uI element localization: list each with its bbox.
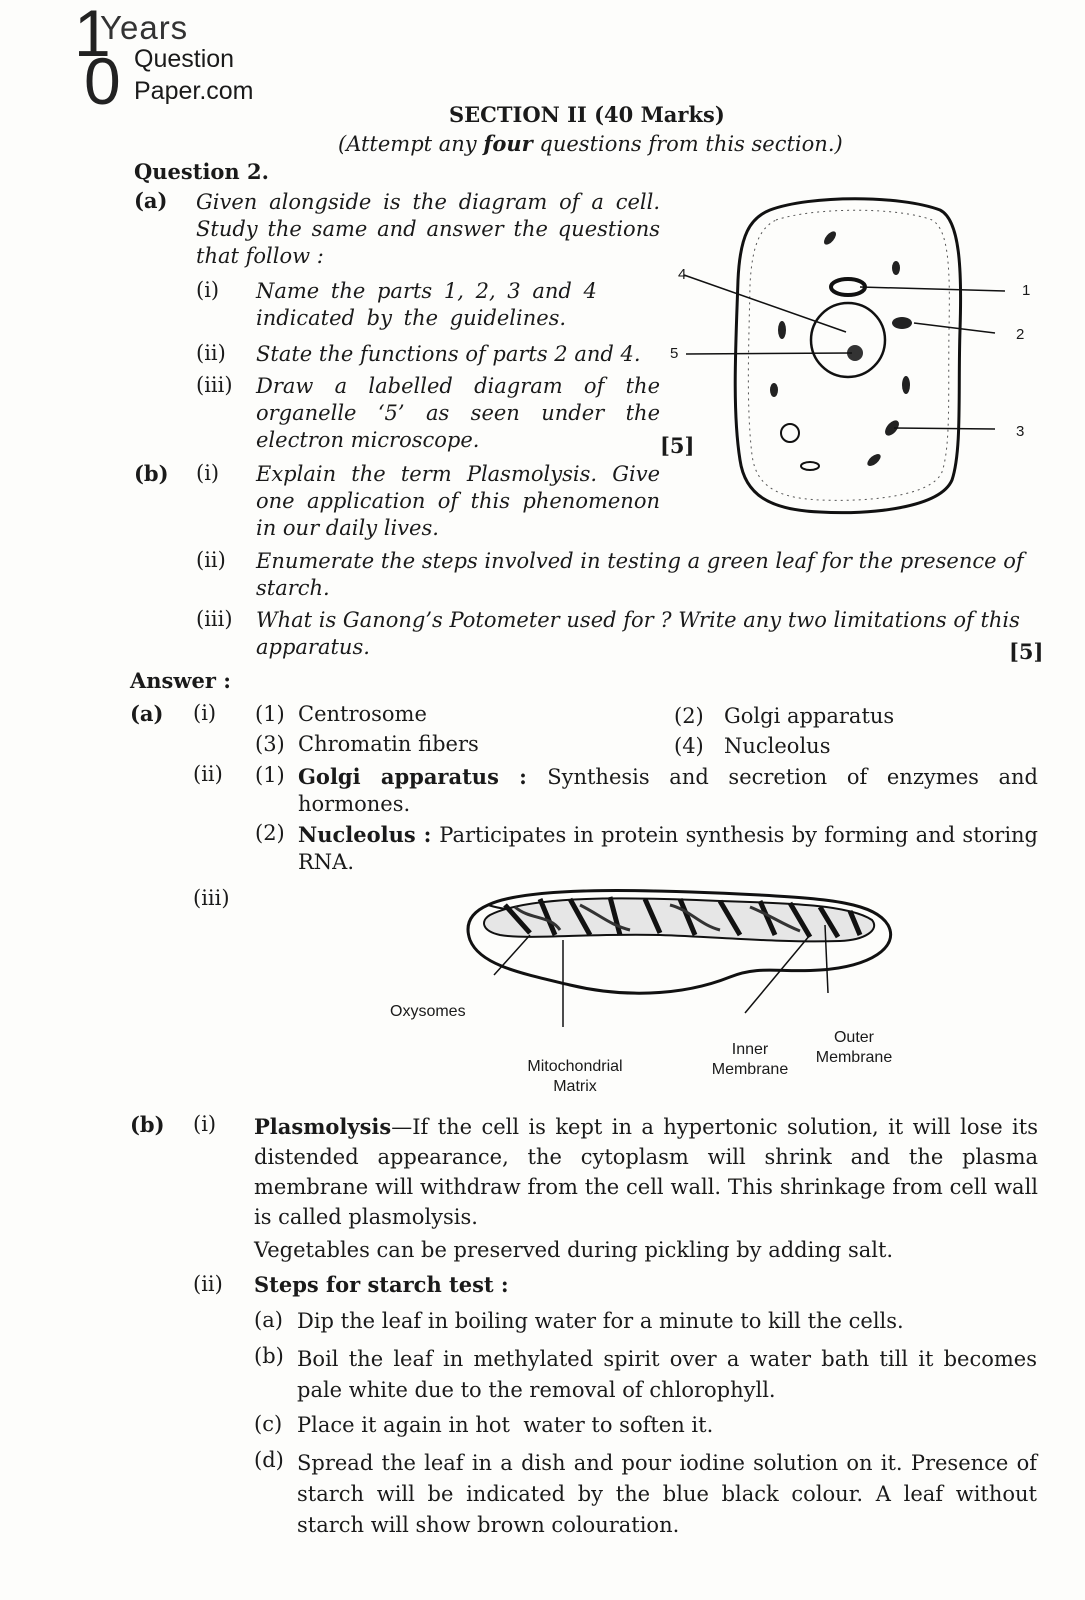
q-b-ii-num: (ii)	[196, 548, 226, 572]
cell-diagram	[670, 190, 1050, 530]
q-a-stem: Given alongside is the diagram of a cell. Study the same and answer the questions that follow :	[196, 190, 660, 268]
q-b-i-text: Explain the term Plasmolysis. Give one application of this phenomenon in our daily lives.	[256, 462, 660, 540]
logo-question: Question	[134, 45, 235, 73]
part-1-num: (1)	[255, 702, 285, 726]
step-b-num: (b)	[254, 1344, 284, 1368]
part-4-name: Nucleolus	[724, 734, 831, 758]
answer-a-label: (a)	[130, 701, 164, 726]
q-b-iii-num: (iii)	[196, 607, 233, 631]
step-c: Place it again in hot water to soften it.	[297, 1413, 714, 1437]
cell-label-4: 4	[678, 266, 687, 283]
step-b: Boil the leaf in methylated spirit over a water bath till it becomes pale white due to the removal of chlorophyll.	[297, 1347, 1037, 1402]
part-4-num: (4)	[674, 734, 704, 758]
part-2-name: Golgi apparatus	[724, 704, 895, 728]
step-a-num: (a)	[254, 1308, 283, 1332]
q-b-marks: [5]	[1009, 639, 1044, 664]
step-a: Dip the leaf in boiling water for a minute to kill the cells.	[297, 1309, 904, 1333]
function-1: Golgi apparatus : Synthesis and secretion of enzymes and hormones.	[298, 764, 1039, 816]
part-3-num: (3)	[255, 732, 285, 756]
part-2-num: (2)	[674, 704, 704, 728]
logo-years: Years	[100, 9, 189, 46]
q-a-i-text: Name the parts 1, 2, 3 and 4 indicated by the guidelines.	[256, 279, 597, 330]
cell-label-1: 1	[1022, 282, 1031, 299]
part-3-name: Chromatin fibers	[298, 732, 479, 756]
q-a-i-num: (i)	[196, 278, 220, 302]
q-a-ii-text: State the functions of parts 2 and 4.	[256, 342, 641, 366]
answer-a-i-num: (i)	[193, 701, 217, 725]
q-b-ii-text: Enumerate the steps involved in testing a green leaf for the presence of starch.	[256, 549, 1024, 600]
label-outer-membrane: Outer Membrane	[815, 1029, 893, 1066]
answer-title: Answer :	[130, 668, 231, 693]
q-b-iii-text: What is Ganong’s Potometer used for ? Write any two limitations of this apparatus.	[256, 608, 1020, 659]
step-d-num: (d)	[254, 1448, 284, 1472]
label-matrix: Mitochondrial Matrix	[527, 1058, 623, 1095]
logo-digit-zero: 0	[84, 44, 121, 118]
cell-label-2: 2	[1016, 326, 1025, 343]
step-c-num: (c)	[254, 1412, 283, 1436]
step-d: Spread the leaf in a dish and pour iodine solution on it. Presence of starch will be indicated by the blue black colour. A leaf without starch will show brown colouration.	[297, 1451, 1037, 1537]
site-logo[interactable]	[70, 0, 280, 118]
q-b-label: (b)	[134, 461, 169, 486]
answer-b-label: (b)	[130, 1112, 165, 1137]
q-a-ii-num: (ii)	[196, 341, 226, 365]
mitochondrion-diagram	[460, 885, 900, 1045]
plasmolysis-definition: Plasmolysis—If the cell is kept in a hypertonic solution, it will lose its distended appearance, the cytoplasm will shrink and the plasma membrane will withdraw from the cell wall. This shrinkage from cell wall is called plasmolysis.	[254, 1114, 1038, 1229]
part-1-name: Centrosome	[298, 702, 427, 726]
function-1-num: (1)	[255, 763, 285, 787]
section-instruction: (Attempt any four questions from this section.)	[338, 131, 843, 156]
label-oxysomes: Oxysomes	[390, 1003, 466, 1020]
section-title: SECTION II (40 Marks)	[449, 102, 725, 127]
q-a-iii-num: (iii)	[196, 373, 233, 397]
logo-digit-one: 1	[74, 0, 111, 70]
answer-b-ii-num: (ii)	[193, 1272, 223, 1296]
answer-a-iii-num: (iii)	[193, 886, 230, 910]
answer-b-i-num: (i)	[193, 1112, 217, 1136]
function-2: Nucleolus : Participates in protein synthesis by forming and storing RNA.	[298, 822, 1038, 874]
answer-a-ii-num: (ii)	[193, 762, 223, 786]
logo-paper: Paper.com	[134, 77, 254, 105]
steps-title: Steps for starch test :	[254, 1272, 509, 1297]
q-a-label: (a)	[134, 188, 168, 213]
cell-label-5: 5	[670, 345, 679, 362]
plasmolysis-application: Vegetables can be preserved during pickling by adding salt.	[254, 1238, 894, 1262]
label-inner-membrane: Inner Membrane	[711, 1041, 789, 1078]
q-b-i-num: (i)	[196, 461, 220, 485]
cell-label-3: 3	[1016, 423, 1025, 440]
q-a-marks: [5]	[660, 433, 695, 458]
function-2-num: (2)	[255, 821, 285, 845]
question-title: Question 2.	[134, 159, 269, 184]
q-a-iii-text: Draw a labelled diagram of the organelle ‘5’ as seen under the electron microscope.	[256, 374, 660, 452]
